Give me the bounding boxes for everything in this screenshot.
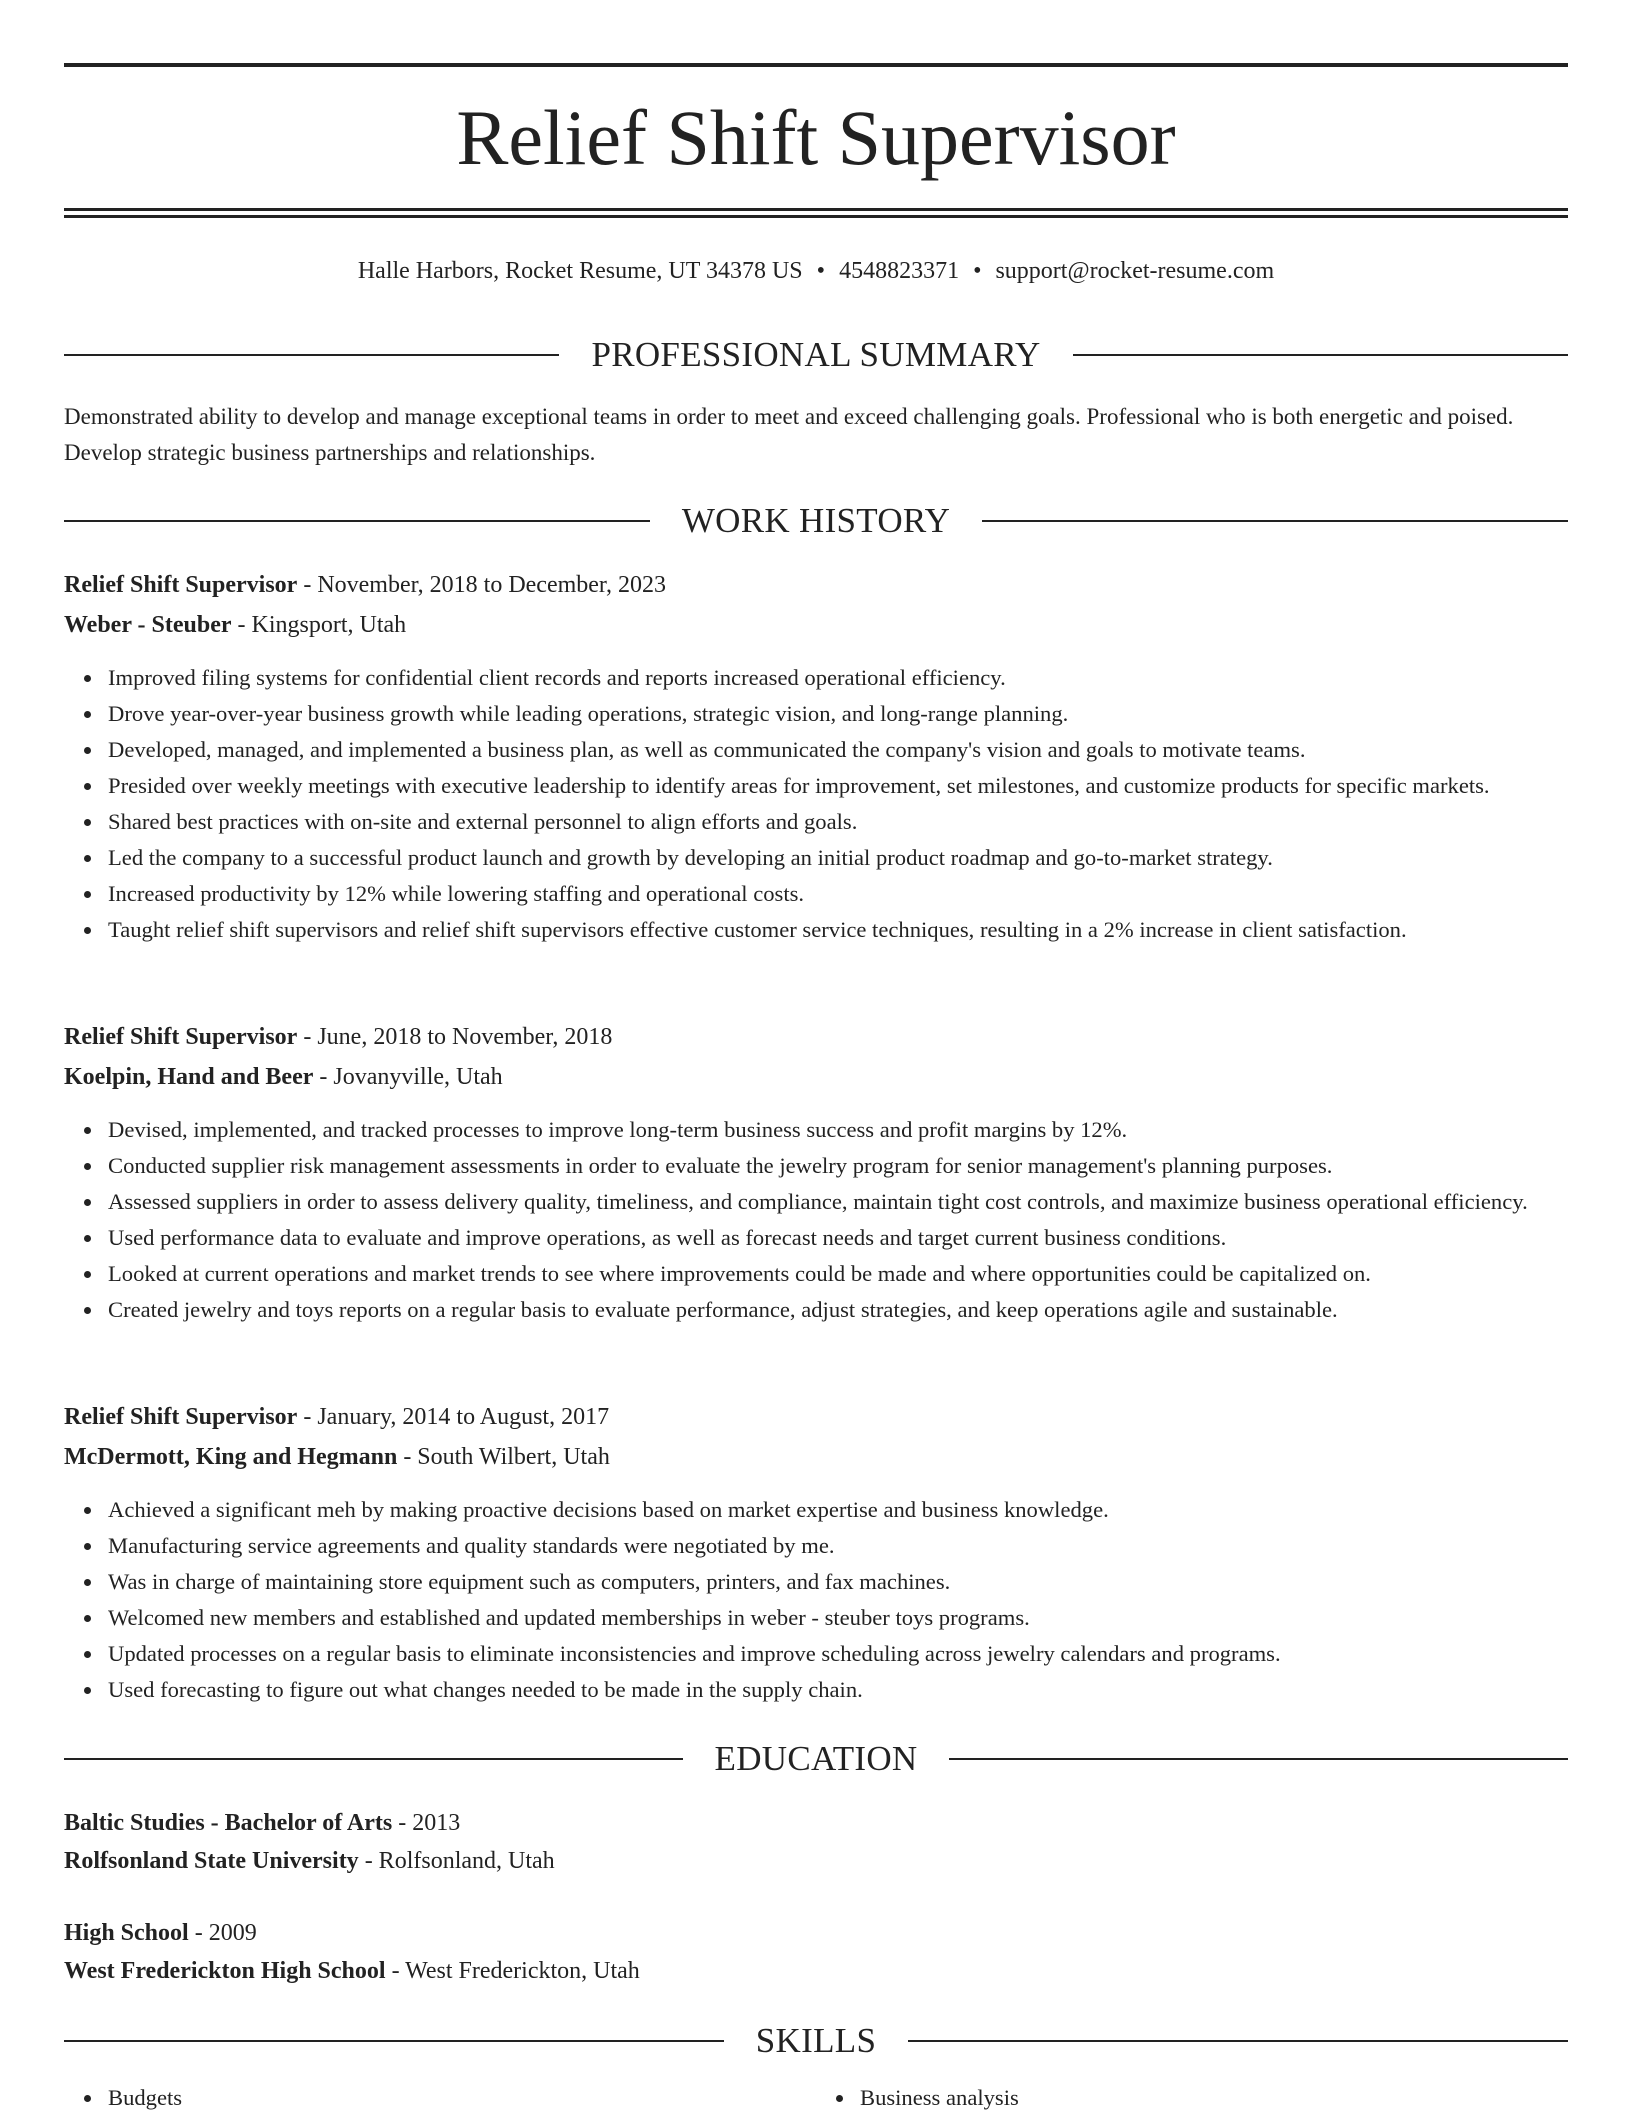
education-year: - 2013 [392, 1810, 461, 1836]
contact-separator: • [816, 258, 826, 284]
skill-item: Business analysis [860, 2080, 1568, 2116]
job-title-line [64, 567, 1568, 603]
section-heading-text: SKILLS [755, 2021, 877, 2060]
section-heading-text: WORK HISTORY [681, 501, 951, 540]
job-bullet: Manufacturing service agreements and quality standards were negotiated by me. [108, 1528, 1612, 1564]
job-bullet: Created jewelry and toys reports on a regular basis to evaluate performance, adjust strategies, and keep operations agile and sustainable. [108, 1292, 1612, 1328]
job-bullets [64, 1112, 1612, 1328]
job-title: Relief Shift Supervisor [64, 1404, 298, 1430]
heading-rule [64, 520, 650, 522]
contact-address: Halle Harbors, Rocket Resume, UT 34378 US [357, 258, 803, 284]
job-dates: - June, 2018 to November, 2018 [297, 1024, 613, 1050]
section-heading-text: PROFESSIONAL SUMMARY [591, 335, 1041, 374]
heading-rule [64, 354, 559, 356]
heading-rule [982, 520, 1568, 522]
job-bullet: Conducted supplier risk management assessments in order to evaluate the jewelry program for senior management's planning purposes. [108, 1148, 1612, 1184]
top-rule [64, 63, 1568, 67]
job-company-line [64, 1439, 1568, 1475]
section-heading-education [64, 1737, 1568, 1781]
job-location: - Jovanyville, Utah [313, 1064, 503, 1090]
job-company: Koelpin, Hand and Beer [64, 1064, 314, 1090]
contact-phone: 4548823371 [839, 258, 960, 284]
education-school-line [64, 1953, 1568, 1989]
job-bullet: Updated processes on a regular basis to eliminate inconsistencies and improve scheduling across jewelry calendars and programs. [108, 1636, 1612, 1672]
heading-rule [64, 1758, 683, 1760]
job-bullet: Welcomed new members and established and updated memberships in weber - steuber toys programs. [108, 1600, 1612, 1636]
contact-line [64, 254, 1568, 288]
job-bullets [64, 1492, 1612, 1708]
job-bullets [64, 660, 1612, 948]
section-heading-skills [64, 2019, 1568, 2063]
education-degree: Baltic Studies - Bachelor of Arts [64, 1810, 393, 1836]
education-degree-line [64, 1805, 1568, 1841]
job-title: Relief Shift Supervisor [64, 1024, 298, 1050]
education-school: West Frederickton High School [64, 1958, 386, 1984]
education-school-line [64, 1843, 1568, 1879]
summary-text: Demonstrated ability to develop and manage exceptional teams in order to meet and exceed challenging goals. Professional who is both energetic and poised. Develop strategic business partnerships and relationships. [64, 404, 1514, 465]
job-title-line [64, 1399, 1568, 1435]
contact-email[interactable]: support@rocket-resume.com [995, 258, 1275, 284]
job-bullet: Used forecasting to figure out what changes needed to be made in the supply chain. [108, 1672, 1612, 1708]
job-company: Weber - Steuber [64, 612, 232, 638]
job-bullet: Developed, managed, and implemented a business plan, as well as communicated the company's vision and goals to motivate teams. [108, 732, 1612, 768]
job-company-line [64, 1059, 1568, 1095]
job-company-line [64, 607, 1568, 643]
heading-rule [1073, 354, 1568, 356]
education-year: - 2009 [188, 1920, 257, 1946]
job-company: McDermott, King and Hegmann [64, 1444, 398, 1470]
section-heading-summary [64, 333, 1568, 377]
title-rule-upper [64, 208, 1568, 211]
heading-rule [908, 2040, 1568, 2042]
job-dates: - November, 2018 to December, 2023 [297, 572, 666, 598]
education-location: - West Frederickton, Utah [385, 1958, 640, 1984]
job-bullet: Achieved a significant meh by making proactive decisions based on market expertise and business knowledge. [108, 1492, 1612, 1528]
job-title-line [64, 1019, 1568, 1055]
job-bullet: Devised, implemented, and tracked processes to improve long-term business success and profit margins by 12%. [108, 1112, 1612, 1148]
skills-column-left [64, 2080, 816, 2116]
job-bullet: Shared best practices with on-site and external personnel to align efforts and goals. [108, 804, 1612, 840]
section-heading-text: EDUCATION [714, 1739, 918, 1778]
job-bullet: Taught relief shift supervisors and relief shift supervisors effective customer service techniques, resulting in a 2% increase in client satisfaction. [108, 912, 1612, 948]
skills-list [64, 2080, 1568, 2116]
title-rule-lower [64, 215, 1568, 218]
education-degree: High School [64, 1920, 189, 1946]
heading-rule [949, 1758, 1568, 1760]
resume-title: Relief Shift Supervisor [456, 94, 1176, 181]
job-dates: - January, 2014 to August, 2017 [297, 1404, 610, 1430]
job-bullet: Increased productivity by 12% while lowering staffing and operational costs. [108, 876, 1612, 912]
job-title: Relief Shift Supervisor [64, 572, 298, 598]
job-bullet: Assessed suppliers in order to assess delivery quality, timeliness, and compliance, maintain tight cost controls, and maximize business operational efficiency. [108, 1184, 1612, 1220]
education-degree-line [64, 1915, 1568, 1951]
education-location: - Rolfsonland, Utah [358, 1848, 555, 1874]
skills-column-right [816, 2080, 1568, 2116]
contact-separator: • [973, 258, 982, 284]
section-heading-work-history [64, 499, 1568, 543]
job-bullet: Improved filing systems for confidential client records and reports increased operational efficiency. [108, 660, 1612, 696]
job-location: - South Wilbert, Utah [397, 1444, 610, 1470]
skill-item: Budgets [108, 2080, 816, 2116]
job-bullet: Presided over weekly meetings with executive leadership to identify areas for improvement, set milestones, and customize products for specific markets. [108, 768, 1612, 804]
heading-rule [64, 2040, 724, 2042]
job-location: - Kingsport, Utah [231, 612, 407, 638]
job-bullet: Used performance data to evaluate and improve operations, as well as forecast needs and target current business conditions. [108, 1220, 1612, 1256]
job-bullet: Led the company to a successful product launch and growth by developing an initial product roadmap and go-to-market strategy. [108, 840, 1612, 876]
job-bullet: Was in charge of maintaining store equipment such as computers, printers, and fax machines. [108, 1564, 1612, 1600]
job-bullet: Looked at current operations and market trends to see where improvements could be made and where opportunities could be capitalized on. [108, 1256, 1612, 1292]
job-bullet: Drove year-over-year business growth while leading operations, strategic vision, and long-range planning. [108, 696, 1612, 732]
education-school: Rolfsonland State University [64, 1848, 359, 1874]
